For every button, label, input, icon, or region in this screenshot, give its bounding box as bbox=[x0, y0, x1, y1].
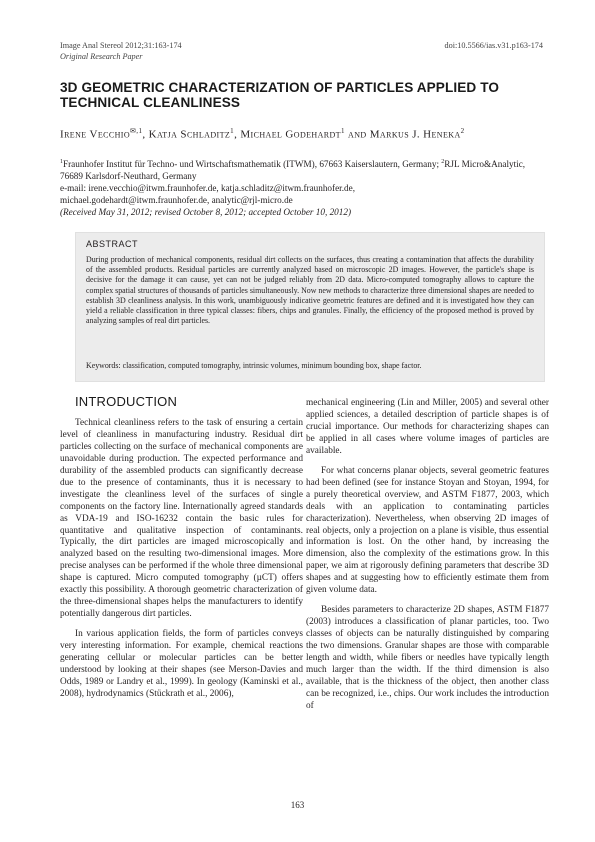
paragraph: For what concerns planar objects, several geometric features had been defined (see for instance Stoyan and Stoyan, 1994, for a purely theoretical overview, and ASTM F1877, 2003, which deals with an application to contaminating particles characterization). Nevertheless, when observing 2D images of real objects, only a projection on a plane is visible, thus essential information is lost. On the other hand, by increasing the dimension, also the complexity of the estimations grow. In this paper, we aim at rigorously defining parameters that describe 3D shapes and at suggesting how to efficiently estimate them from given volume data. bbox=[306, 465, 549, 596]
doi-link[interactable]: doi:10.5566/ias.v31.p163-174 bbox=[444, 41, 543, 50]
author-conjunction: and bbox=[348, 128, 367, 141]
author-name: Katja Schladitz bbox=[148, 128, 231, 141]
paper-title: 3D GEOMETRIC CHARACTERIZATION OF PARTICLES APPLIED TO TECHNICAL CLEANLINESS bbox=[60, 80, 500, 110]
author-mark: 2 bbox=[460, 127, 465, 135]
paragraph: In various application fields, the form of particles conveys very interesting information. For example, chemical reactions generating cellular or molecular particles can be better understood by looking at their shapes (see Merson-Davies and Odds, 1989 or Landry et al., 1999). In geology (Kaminski et al., 2008), hydrodynamics (Stückrath et al., 2006), bbox=[60, 629, 303, 699]
author-name: Michael Godehardt bbox=[240, 128, 341, 141]
article-type: Original Research Paper bbox=[60, 52, 143, 61]
affiliation-mark: 2 bbox=[441, 159, 445, 165]
author-name: Markus J. Heneka bbox=[369, 128, 461, 141]
author-mark: ✉,1 bbox=[130, 127, 143, 135]
right-column bbox=[306, 398, 549, 721]
author-mark: 1 bbox=[230, 127, 235, 135]
section-heading: INTRODUCTION bbox=[75, 394, 178, 409]
affiliations bbox=[60, 156, 546, 218]
email-line[interactable]: e-mail: irene.vecchio@itwm.fraunhofer.de, katja.schladitz@itwm.fraunhofer.de, bbox=[60, 183, 355, 194]
author-name: Irene Vecchio bbox=[60, 128, 131, 141]
abstract-heading: ABSTRACT bbox=[86, 239, 139, 249]
abstract-text: During production of mechanical components, residual dirt collects on the surfaces, thus creating a contamination that affects the durability of the assembled products. Residual particles are currently analyzed based on microscopic 2D images. However, the particle's shape is decisive for the damage it can cause, yet can not be judged reliably from 2D data. Micro-computed tomography allows to capture the complex spatial structures of thousands of particles simultaneously. Now new methods to characterize three dimensional shapes are needed to establish 3D cleanliness analysis. In this work, unambiguously indicative geometric features are defined and it is investigated how they can yield a reliable classification in three typical classes: fibers, chips and granules. Finally, the efficiency of the proposed method is proved by analyzing samples of real dirt particles. bbox=[86, 255, 534, 326]
affiliation-text: Fraunhofer Institut für Techno- und Wirtschaftsmathematik (ITWM), 67663 Kaiserslautern, Germany; bbox=[63, 159, 439, 170]
paragraph: mechanical engineering (Lin and Miller, 2005) and several other applied sciences, a detailed description of particle shapes is of crucial importance. Our methods for characterizing shapes can be applied in all cases where volume images of particles are available. bbox=[306, 398, 549, 456]
abstract-box bbox=[75, 232, 545, 382]
journal-citation: Image Anal Stereol 2012;31:163-174 bbox=[60, 41, 182, 50]
author-list: Irene Vecchio$^{✉,1}$, Katja Schladitz$^1$, Michael Godehardt$^1$ and Markus J. Heneka$^2$ bbox=[60, 127, 465, 141]
author-mark: 1 bbox=[340, 127, 345, 135]
paragraph: Technical cleanliness refers to the task of ensuring a certain level of cleanliness in manufacturing industry. Residual dirt particles collecting on the surface of mechanical components are unavoidable during production. The expected performance and durability of the assembled products can significantly decrease due to the presence of contaminants, thus it is necessary to investigate the cleanliness level of the surfaces of single components on the factory line. Internationally agreed standards as VDA-19 and ISO-16232 contain the basic rules for quantitative and qualitative inspection of contaminants. Typically, the dirt particles are imaged microscopically and analyzed based on the resulting two-dimensional images. More precise analyses can be performed if the whole three dimensional shape is captured. Micro computed tomography (µCT) offers exactly this possibility. A thorough geometric characterization of the three-dimensional shapes helps the manufacturers to identify potentially dangerous dirt particles. bbox=[60, 417, 303, 620]
received-dates: (Received May 31, 2012; revised October 8, 2012; accepted October 10, 2012) bbox=[60, 207, 352, 218]
affiliation-text: RJL Micro&Analytic, 76689 Karlsdorf-Neuthard, Germany bbox=[60, 159, 526, 182]
page-number: 163 bbox=[290, 800, 305, 810]
running-header-left bbox=[60, 40, 182, 62]
email-line[interactable]: michael.godehardt@itwm.fraunhofer.de, analytic@rjl-micro.de bbox=[60, 195, 293, 206]
paragraph: Besides parameters to characterize 2D shapes, ASTM F1877 (2003) introduces a classification of planar particles, too. Two classes of objects can be naturally distinguished by comparing the two dimensions. Granular shapes are those with comparable length and width, while fibers or needles have typically length much larger than the width. If the third dimension is also available, that is the thickness of the object, then another class can be recognized, i.e., chips. Our work includes the introduction of bbox=[306, 605, 549, 711]
keywords: Keywords: classification, computed tomography, intrinsic volumes, minimum bounding box, shape factor. bbox=[86, 361, 422, 370]
affiliation-mark: 1 bbox=[60, 159, 63, 165]
affiliation-line bbox=[60, 156, 546, 182]
left-column bbox=[60, 396, 303, 709]
